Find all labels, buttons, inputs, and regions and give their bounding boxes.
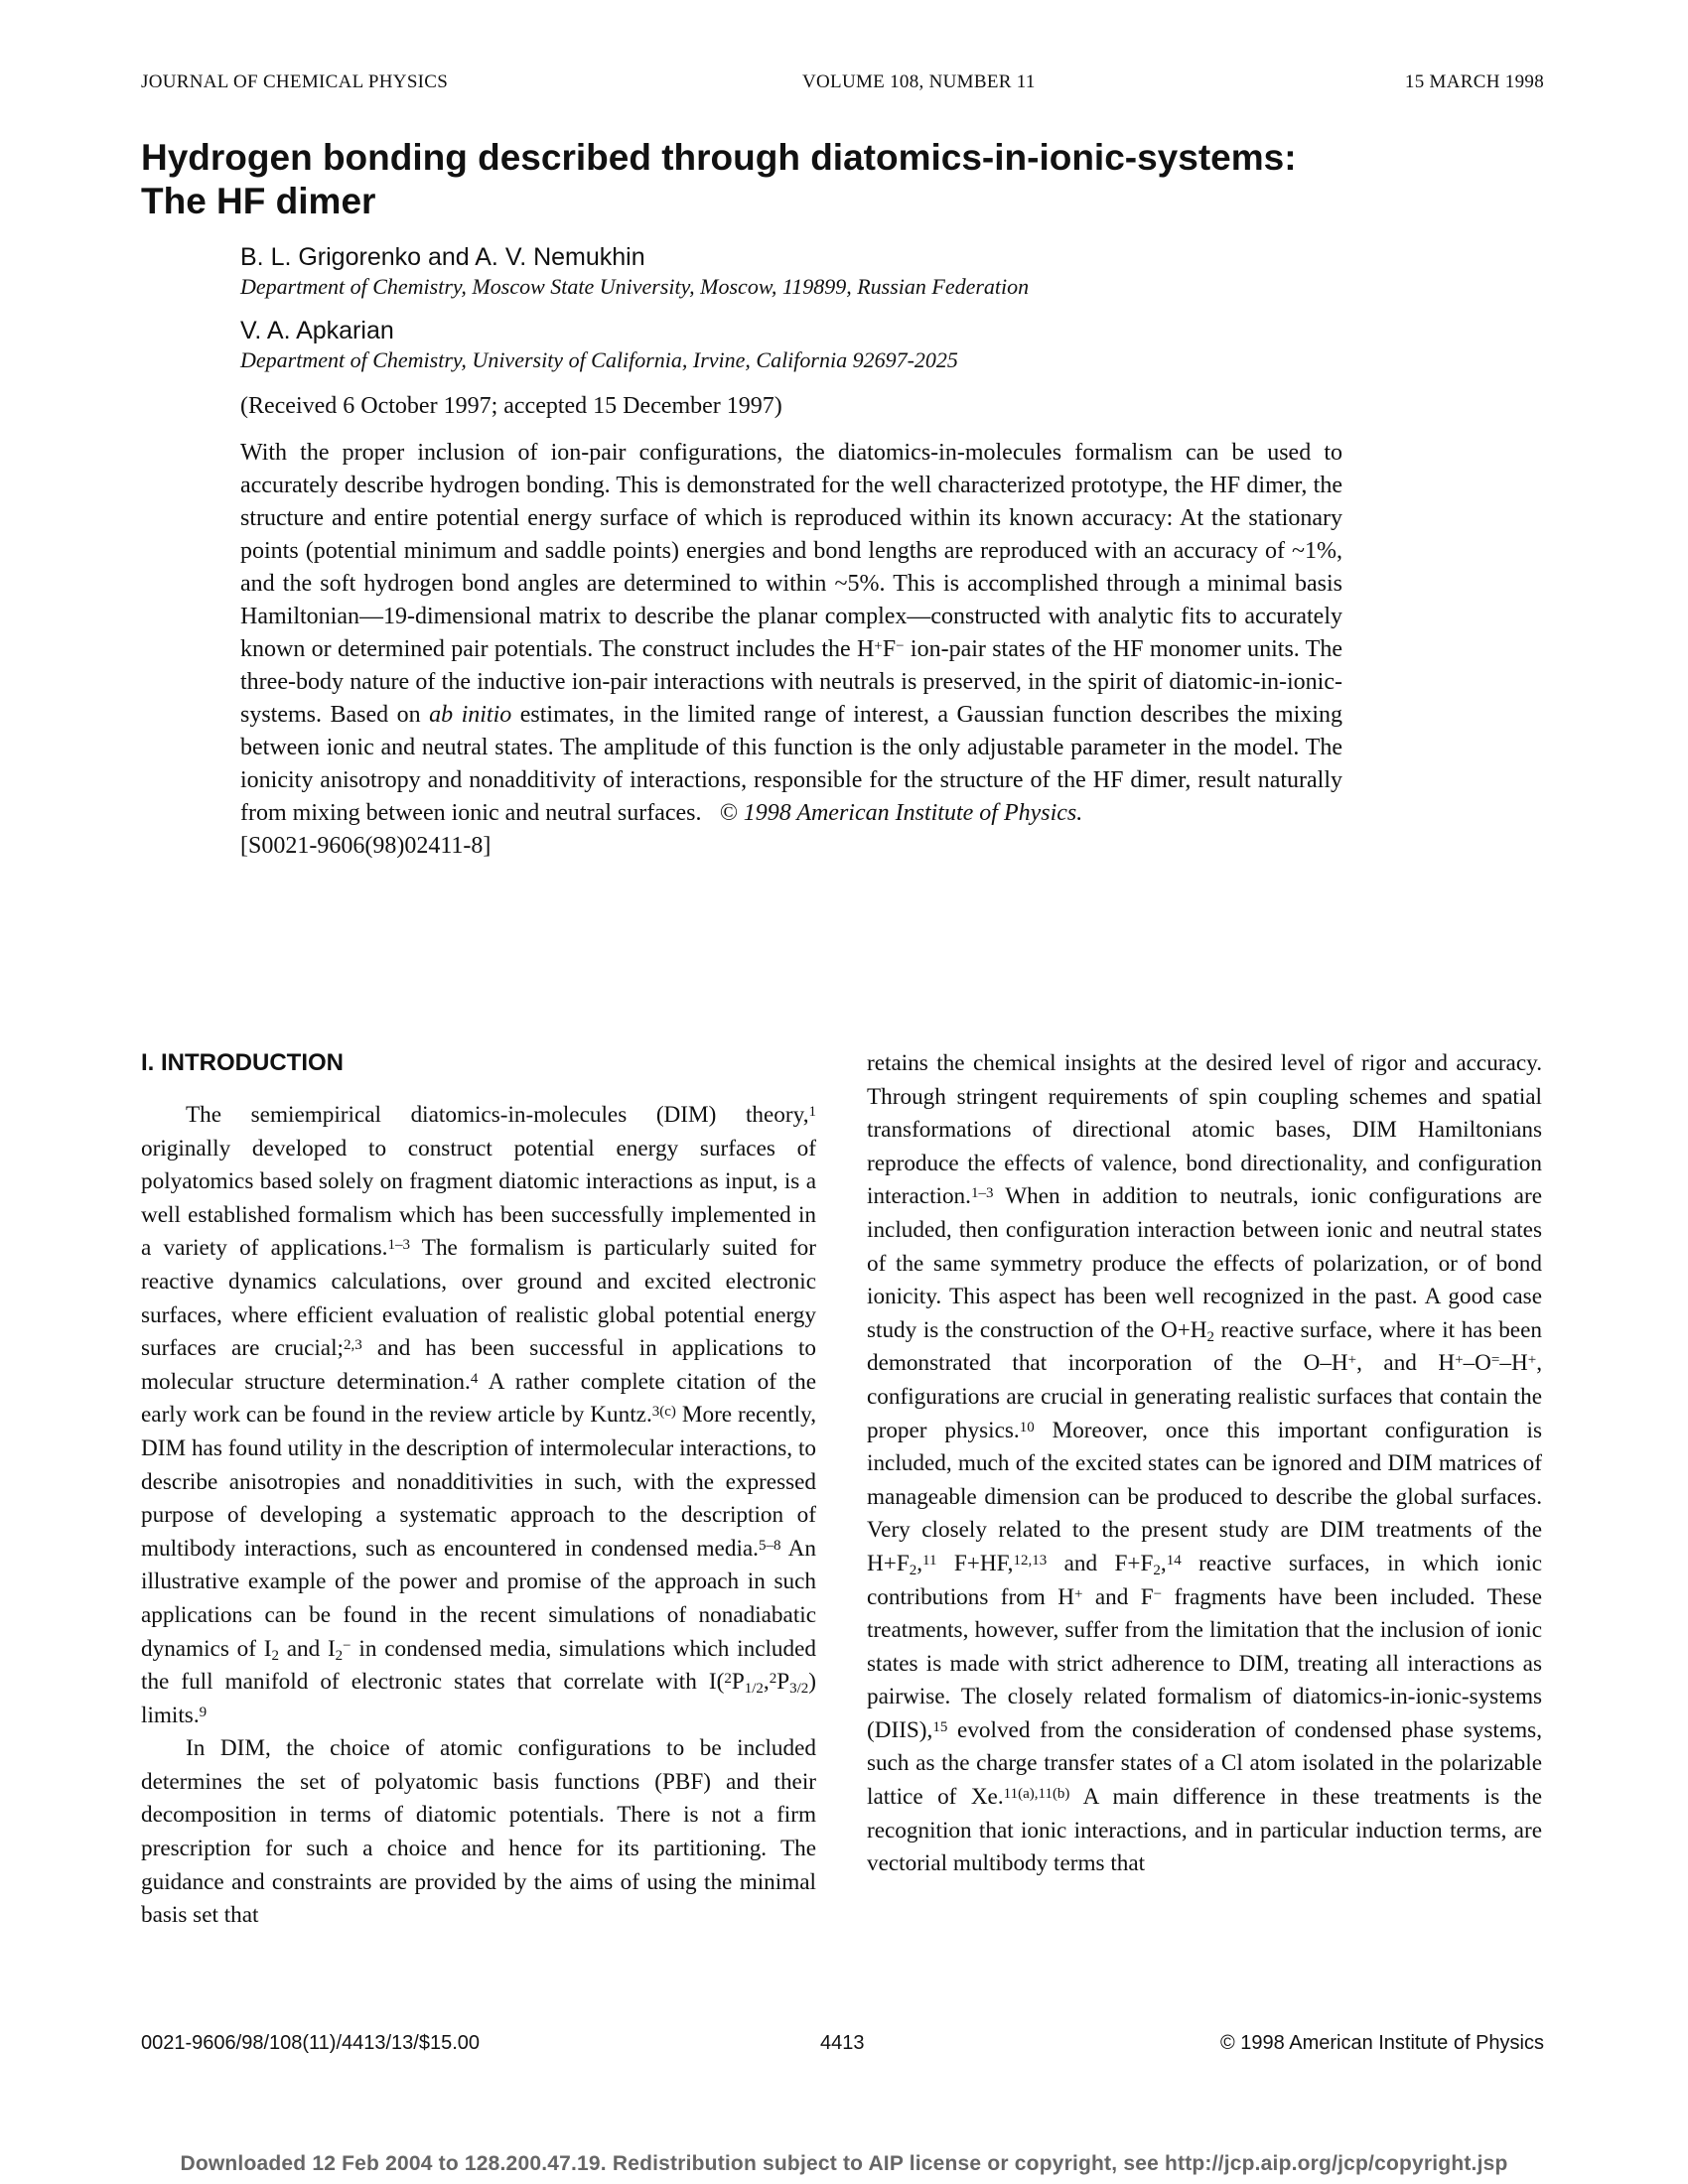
superscript: 4 bbox=[470, 1370, 479, 1387]
page-number: 4413 bbox=[820, 2032, 865, 2054]
text-run: More recently, DIM has found utility in the description of intermolecular interactions, to describe anisotropies and nonadditivities in such, with the expressed purpose of developing a systematic approach to the description of multibody interactions, such as encountered in condensed media. bbox=[141, 1402, 817, 1562]
superscript: 12,13 bbox=[1013, 1552, 1048, 1569]
superscript: 1 bbox=[808, 1104, 816, 1120]
text-run: P bbox=[776, 1669, 790, 1696]
abstract-doi: [S0021-9606(98)02411-8] bbox=[240, 833, 492, 859]
subscript: 3/2 bbox=[789, 1681, 809, 1698]
superscript: 11 bbox=[922, 1552, 937, 1569]
subscript: 2 bbox=[335, 1647, 344, 1664]
abstract-text-1: With the proper inclusion of ion-pair configurations, the diatomics-in-molecules formalism can be used to accurately describe hydrogen bonding. This is demonstrated for the well characterized prototype, the HF dimer, the structure and entire potential energy surface of which is reproduced within its known accuracy: At the stationary points (potential minimum and saddle points) energies and bond lengths are reproduced with an accuracy of ~1%, and the soft hydrogen bond angles are determined to within ~5%. This is accomplished through a minimal basis Hamiltonian—19-dimensional matrix to describe the planar complex—constructed with analytic fits to accurately known or determined pair potentials. The construct includes the H bbox=[240, 440, 1342, 662]
superscript: + bbox=[1347, 1352, 1357, 1369]
subscript: 2 bbox=[909, 1562, 917, 1578]
text-run: –H bbox=[1499, 1350, 1528, 1377]
superscript: + bbox=[1527, 1352, 1537, 1369]
superscript: − bbox=[343, 1637, 352, 1654]
volume-number: VOLUME 108, NUMBER 11 bbox=[802, 71, 1036, 92]
download-notice: Downloaded 12 Feb 2004 to 128.200.47.19. Redistribution subject to AIP license or copyright, see http://jcp.aip.org/jcp/copyright.jsp bbox=[180, 2152, 1508, 2175]
superscript: 9 bbox=[199, 1704, 208, 1720]
abstract-text-2: F bbox=[882, 636, 897, 662]
subscript: 1/2 bbox=[744, 1681, 764, 1698]
text-run: fragments have been included. These treatments, however, suffer from the limitation that the inclusion of ionic states is made with strict adherence to DIM, treating all interactions as pairwise. The closely related formalism of diatomics-in-ionic-systems (DIIS), bbox=[867, 1583, 1542, 1743]
title-line-2: The HF dimer bbox=[141, 181, 376, 221]
journal-name: JOURNAL OF CHEMICAL PHYSICS bbox=[141, 71, 449, 92]
text-run: and F bbox=[1082, 1583, 1154, 1610]
text-run: When in addition to neutrals, ionic configurations are included, then configuration interaction between ionic and neutral states of the same symmetry produce the effects of polarization, or of bond ionicity. This aspect has been well recognized in the past. A good case study is the construction of the O+H bbox=[867, 1183, 1542, 1343]
text-run: F+HF, bbox=[936, 1550, 1014, 1576]
text-run: A rather complete citation of the early work can be found in the review article by Kuntz. bbox=[141, 1368, 816, 1429]
text-run: A main difference in these treatments is the recognition that ionic interactions, and in particular induction terms, are vectorial multibody terms that bbox=[867, 1784, 1543, 1877]
superscript: 15 bbox=[932, 1718, 948, 1735]
text-run: P bbox=[731, 1669, 745, 1696]
issue-date: 15 MARCH 1998 bbox=[1404, 71, 1544, 92]
text-run: and has been successful in applications to molecular structure determination. bbox=[141, 1335, 816, 1395]
text-run: , configurations are crucial in generating realistic surfaces that contain the proper physics. bbox=[867, 1350, 1542, 1443]
authors-group-2: V. A. Apkarian bbox=[240, 317, 394, 344]
abstract-text-3: ion-pair states of the HF monomer units. The three-body nature of the inductive ion-pair interactions with neutrals is preserved, in the spirit of diatomic-in-ionic-systems. Based on bbox=[240, 636, 1342, 728]
affiliation-2: Department of Chemistry, University of California, Irvine, California 92697-2025 bbox=[240, 347, 958, 372]
footer-copyright: © 1998 American Institute of Physics bbox=[1219, 2032, 1544, 2054]
footer-code: 0021-9606/98/108(11)/4413/13/$15.00 bbox=[141, 2032, 481, 2054]
text-run: , bbox=[763, 1669, 770, 1696]
superscript: 1–3 bbox=[970, 1185, 994, 1202]
superscript: = bbox=[1490, 1352, 1500, 1369]
text-run: , bbox=[916, 1550, 923, 1576]
text-run: and I bbox=[278, 1635, 336, 1662]
abstract bbox=[240, 437, 1342, 863]
article-title bbox=[141, 136, 1432, 223]
section-heading: I. INTRODUCTION bbox=[141, 1049, 344, 1076]
body-paragraph bbox=[867, 1047, 1542, 1881]
text-run: The semiempirical diatomics-in-molecules (DIM) theory, bbox=[186, 1102, 809, 1128]
superscript: 3(c) bbox=[651, 1404, 676, 1421]
superscript: − bbox=[896, 638, 905, 654]
text-run: retains the chemical insights at the desired level of rigor and accuracy. Through stringent requirements of spin coupling schemes and spatial transformations of directional atomic bases, DIM Hamiltonians reproduce the effects of valence, bond directionality, and configuration interaction. bbox=[867, 1050, 1542, 1210]
body-paragraph bbox=[141, 1099, 816, 1732]
authors-group-1: B. L. Grigorenko and A. V. Nemukhin bbox=[240, 243, 645, 271]
body-column-left bbox=[141, 1099, 816, 1933]
subscript: 2 bbox=[271, 1647, 279, 1664]
text-run: and F+F bbox=[1047, 1550, 1154, 1576]
body-paragraph: In DIM, the choice of atomic configurations to be included determines the set of polyatomic basis functions (PBF) and their decomposition in terms of diatomic potentials. There is not a firm prescription for such a choice and hence for its partitioning. The guidance and constraints are provided by the aims of using the minimal basis set that bbox=[141, 1735, 816, 1929]
superscript: + bbox=[1074, 1585, 1083, 1602]
abstract-copyright: © 1998 American Institute of Physics. bbox=[719, 800, 1083, 826]
text-run: The formalism is particularly suited for reactive dynamics calculations, over ground and excited electronic surfaces, where efficient evaluation of realistic global potential energy surfaces are crucial; bbox=[141, 1235, 816, 1362]
title-line-1: Hydrogen bonding described through diatomics-in-ionic-systems: bbox=[141, 137, 1297, 178]
superscript: − bbox=[1153, 1585, 1163, 1602]
superscript: 2 bbox=[724, 1671, 732, 1688]
superscript: 10 bbox=[1019, 1419, 1035, 1435]
superscript: 5–8 bbox=[758, 1537, 781, 1554]
text-run: reactive surfaces, in which ionic contributions from H bbox=[867, 1550, 1542, 1610]
text-run: –O bbox=[1463, 1350, 1491, 1377]
affiliation-1: Department of Chemistry, Moscow State University, Moscow, 119899, Russian Federation bbox=[240, 274, 1030, 299]
text-run: reactive surface, where it has been demonstrated that incorporation of the O–H bbox=[867, 1316, 1542, 1377]
superscript: 14 bbox=[1166, 1552, 1182, 1569]
received-dates: (Received 6 October 1997; accepted 15 December 1997) bbox=[240, 393, 782, 419]
superscript: 1–3 bbox=[387, 1237, 410, 1254]
text-run: ) limits. bbox=[141, 1669, 816, 1728]
superscript: 11(a),11(b) bbox=[1003, 1786, 1070, 1803]
text-run: , bbox=[1160, 1550, 1167, 1576]
abstract-italic: ab initio bbox=[429, 702, 512, 728]
text-run: evolved from the consideration of condensed phase systems, such as the charge transfer states of a Cl atom isolated in the polarizable lattice of Xe. bbox=[867, 1716, 1542, 1811]
abstract-text-4: estimates, in the limited range of interest, a Gaussian function describes the mixing between ionic and neutral states. The amplitude of this function is the only adjustable parameter in the model. The ionicity anisotropy and nonadditivity of interactions, responsible for the structure of the HF dimer, result naturally from mixing between ionic and neutral surfaces. bbox=[240, 702, 1342, 826]
text-run: Moreover, once this important configuration is included, much of the excited states can be ignored and DIM matrices of manageable dimension can be produced to describe the global surfaces. Very closely related to the present study are DIM treatments of the H+F bbox=[867, 1417, 1542, 1576]
text-run: An illustrative example of the power and promise of the approach in such applications can be found in the recent simulations of nonadiabatic dynamics of I bbox=[141, 1535, 817, 1662]
text-run: in condensed media, simulations which included the full manifold of electronic states that correlate with I( bbox=[141, 1635, 817, 1696]
subscript: 2 bbox=[1206, 1328, 1215, 1345]
subscript: 2 bbox=[1153, 1562, 1161, 1578]
superscript: + bbox=[874, 638, 883, 654]
superscript: + bbox=[1455, 1352, 1464, 1369]
superscript: 2,3 bbox=[343, 1337, 362, 1354]
text-run: , and H bbox=[1356, 1350, 1456, 1377]
body-column-right bbox=[867, 1047, 1542, 1881]
text-run: originally developed to construct potential energy surfaces of polyatomics based solely on fragment diatomic interactions as input, is a well established formalism which has been successfully implemented in a variety of applications. bbox=[141, 1135, 816, 1262]
superscript: 2 bbox=[769, 1671, 777, 1688]
